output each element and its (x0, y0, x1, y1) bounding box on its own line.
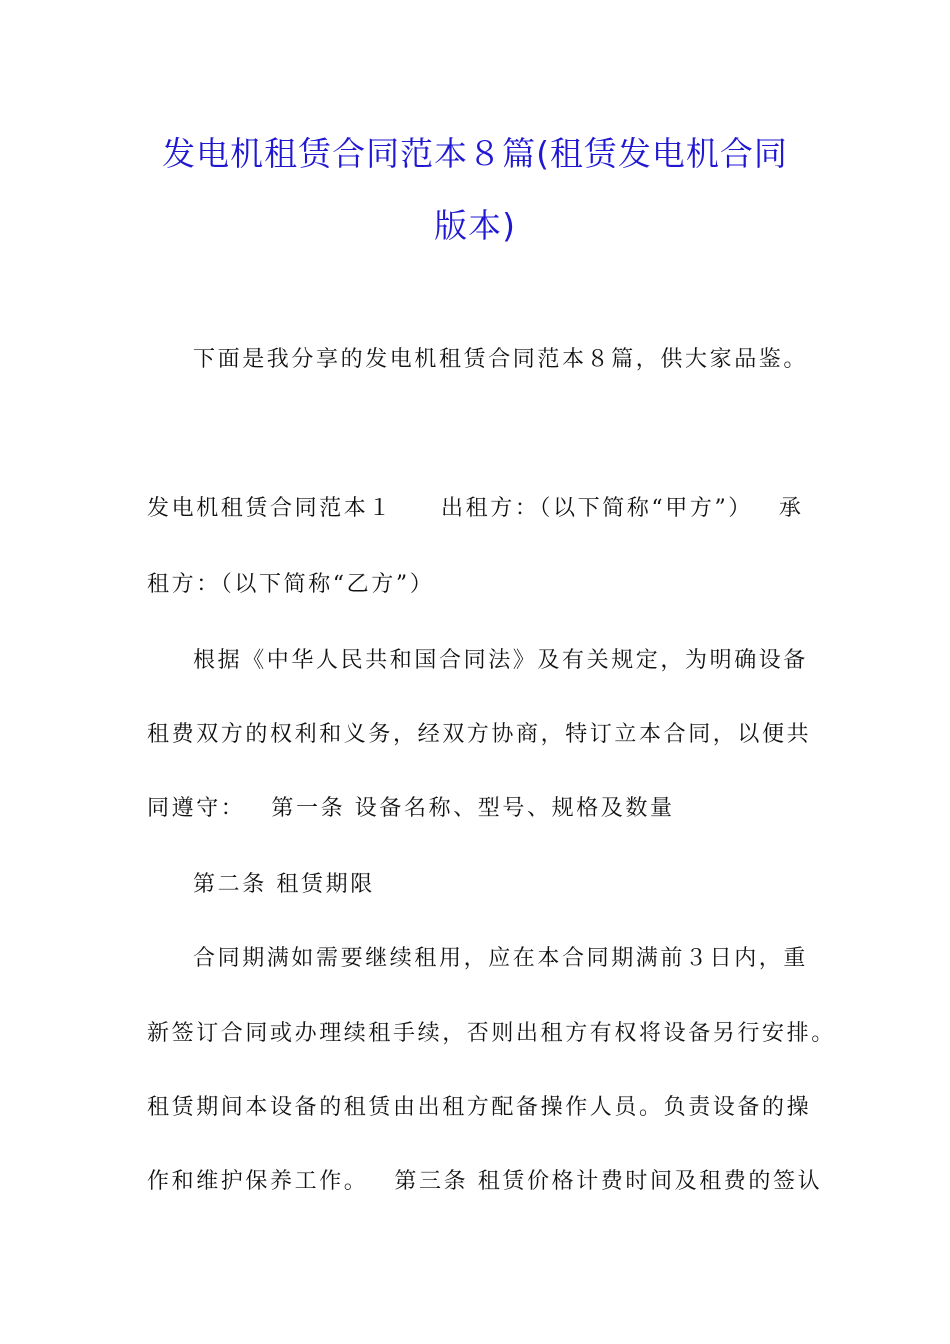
article-1-heading: 第一条 设备名称、型号、规格及数量 (271, 796, 675, 821)
paragraph-1-line-3 (147, 794, 675, 824)
paragraph-2-line-1: 合同期满如需要继续租用，应在本合同期满前３日内，重 (193, 946, 809, 971)
lessor-label: 出租方：（以下简称“甲方”） (441, 496, 753, 521)
document-title-line-1: 发电机租赁合同范本８篇(租赁发电机合同 (162, 134, 788, 173)
contract-heading-line (147, 494, 804, 524)
lessee-label-end: 租方：（以下简称“乙方”） (147, 572, 435, 597)
article-3-heading: 第三条 租赁价格计费时间及租费的签认 (394, 1169, 823, 1194)
article-2-heading: 第二条 租赁期限 (193, 872, 375, 897)
paragraph-1-line-3-text: 同遵守： (147, 796, 246, 821)
contract-heading: 发电机租赁合同范本１ (147, 496, 394, 521)
paragraph-1-line-2: 租费双方的权利和义务，经双方协商，特订立本合同，以便共 (147, 722, 812, 747)
document-title-line-2: 版本) (434, 206, 516, 245)
intro-paragraph: 下面是我分享的发电机租赁合同范本８篇，供大家品鉴。 (193, 347, 809, 372)
paragraph-1-line-1: 根据《中华人民共和国合同法》及有关规定，为明确设备 (193, 648, 809, 673)
paragraph-2-line-4-text: 作和维护保养工作。 (147, 1169, 369, 1194)
paragraph-2-line-2: 新签订合同或办理续租手续，否则出租方有权将设备另行安排。 (147, 1021, 836, 1046)
lessee-label-start: 承 (778, 496, 804, 521)
paragraph-2-line-4 (147, 1167, 822, 1197)
paragraph-2-line-3: 租赁期间本设备的租赁由出租方配备操作人员。负责设备的操 (147, 1095, 812, 1120)
